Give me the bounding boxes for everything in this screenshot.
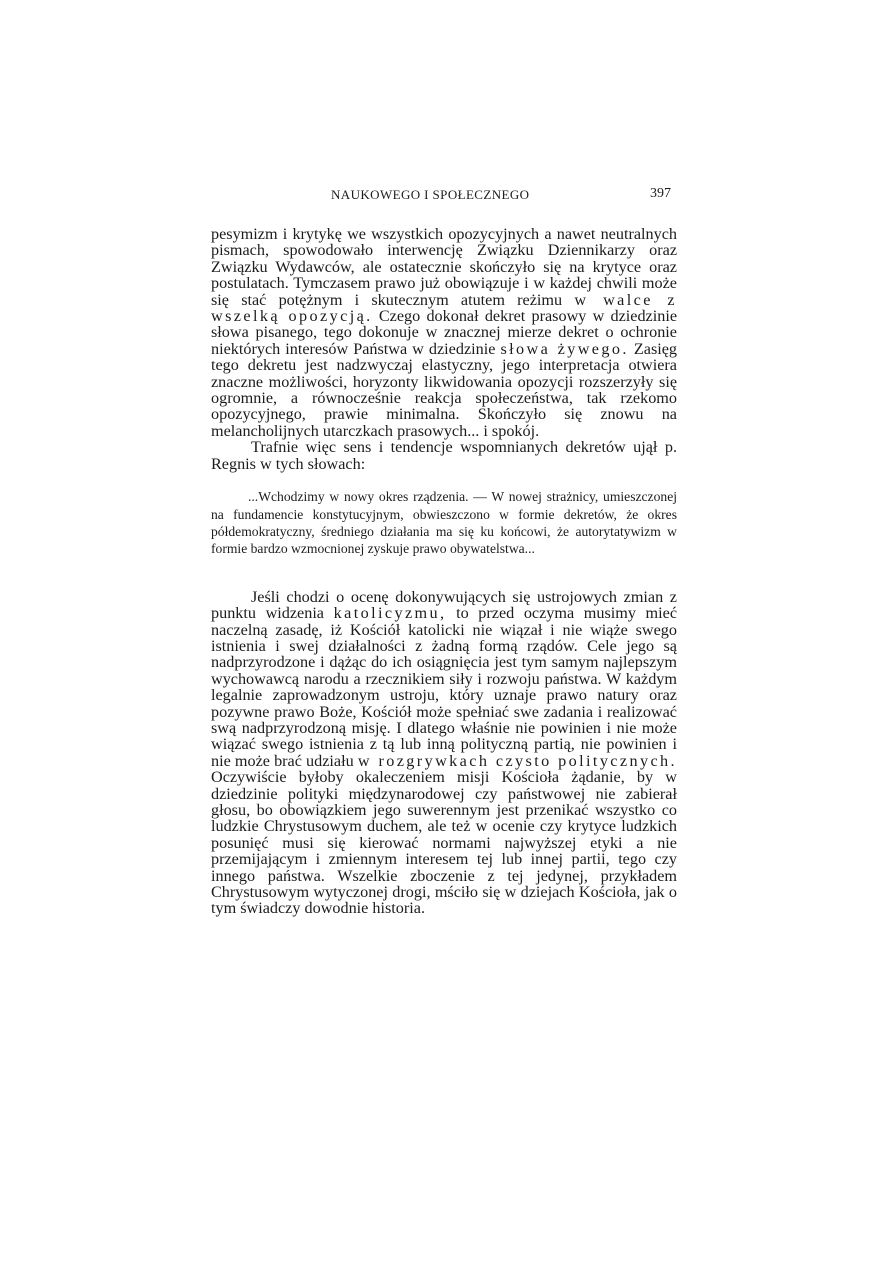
paragraph-1-text-c: Czego dokonał dekret prasowy w dziedzinie słowa pisanego, tego dokonuje w znacznej mierze dekret o ochronie niektórych interesów Państwa w dziedzinie bbox=[211, 307, 678, 358]
paragraph-3-text-c: to przed oczyma musimy mieć naczelną zasadę, iż Kościół katolicki nie wiązał i nie wiąże swego istnienia i swej działalności z żadną formą rządów. Cele jego są nadprzyrodzone i dążąc do ich osiągnięcia jest tym samym najlepszym wychowawcą narodu a rzecznikiem siły i rozwoju państwa. W każdym legalnie zaprowadzonym ustroju, który uznaje prawo natury oraz pozywne prawo Boże, Kościół może spełniać swe zadania i realizować swą nadprzyrodzoną misję. I dlatego właśnie nie powinien i nie może wiązać swego istnienia z tą lub inną polityczną partią, nie powinien i nie może brać udziału bbox=[211, 604, 678, 770]
paragraph-1-text-a: pesymizm i krytykę we wszystkich opozycyjnych a nawet neutralnych pismach, spowodowało interwencję Związku Dziennikarzy oraz Związku Wydawców, ale ostatecznie skończyło się na krytyce oraz postulatach. Tymczasem prawo już obowiązuje i w każdej chwili może się stać potężnym i skutecznym atutem reżimu bbox=[211, 225, 677, 309]
paragraph-3 bbox=[211, 589, 677, 917]
paragraph-1 bbox=[211, 226, 677, 439]
section-gap bbox=[211, 558, 677, 589]
spaced-emphasis-opposition: w walce z wszelką opozycją. bbox=[211, 290, 678, 326]
spaced-emphasis-spoken-word: słowa żywego. bbox=[500, 339, 629, 358]
paragraph-3-text-a: Jeśli chodzi o ocenę dokonywujących się ustrojowych zmian z punktu widzenia bbox=[211, 587, 677, 623]
page-body bbox=[211, 226, 677, 917]
paragraph-1-text-e: Zasięg tego dekretu jest nadzwyczaj elastyczny, jego interpretacja otwiera znaczne możliwości, horyzonty likwidowania opozycji rozszerzyły się ogromnie, a równocześnie reakcja społeczeństwa, tak rzekomo opozycyjnego, prawie minimalna. Skończyło się znowu na melancholijnych utarczkach prasowych... i spokój. bbox=[211, 339, 678, 440]
spaced-emphasis-political-games: w rozgrywkach czysto politycznych. bbox=[357, 751, 677, 770]
paragraph-3-text-e: Oczywiście byłoby okaleczeniem misji Kościoła żądanie, by w dziedzinie polityki międzynarodowej czy państwowej nie zabierał głosu, bo obowiązkiem jego suwerennym jest przenikać wszystko co ludzkie Chrystusowym duchem, ale też w ocenie czy krytyce ludzkich posunięć musi się kierować normami najwyższej etyki a nie przemijającym i zmiennym interesem tej lub innej partii, tego czy innego państwa. Wszelkie zboczenie z tej jedynej, przykładem Chrystusowym wytyczonej drogi, mściło się w dziejach Kościoła, jak o tym świadczy dowodnie historia. bbox=[211, 768, 677, 918]
paragraph-2: Trafnie więc sens i tendencje wspomnianych dekretów ujął p. Regnis w tych słowach: bbox=[211, 438, 677, 473]
running-title: NAUKOWEGO I SPOŁECZNEGO bbox=[331, 187, 530, 202]
block-quote: ...Wchodzimy w nowy okres rządzenia. — W nowej strażnicy, umieszczonej na fundamencie konstytucyjnym, obwieszczono w formie dekretów, że okres półdemokratyczny, średniego działania ma się ku końcowi, że autorytatywizm w formie bardzo wzmocnionej zyskuje prawo obywatelstwa... bbox=[211, 489, 677, 557]
spaced-emphasis-catholicism: katolicyzmu, bbox=[333, 604, 447, 623]
page-number: 397 bbox=[650, 186, 671, 201]
